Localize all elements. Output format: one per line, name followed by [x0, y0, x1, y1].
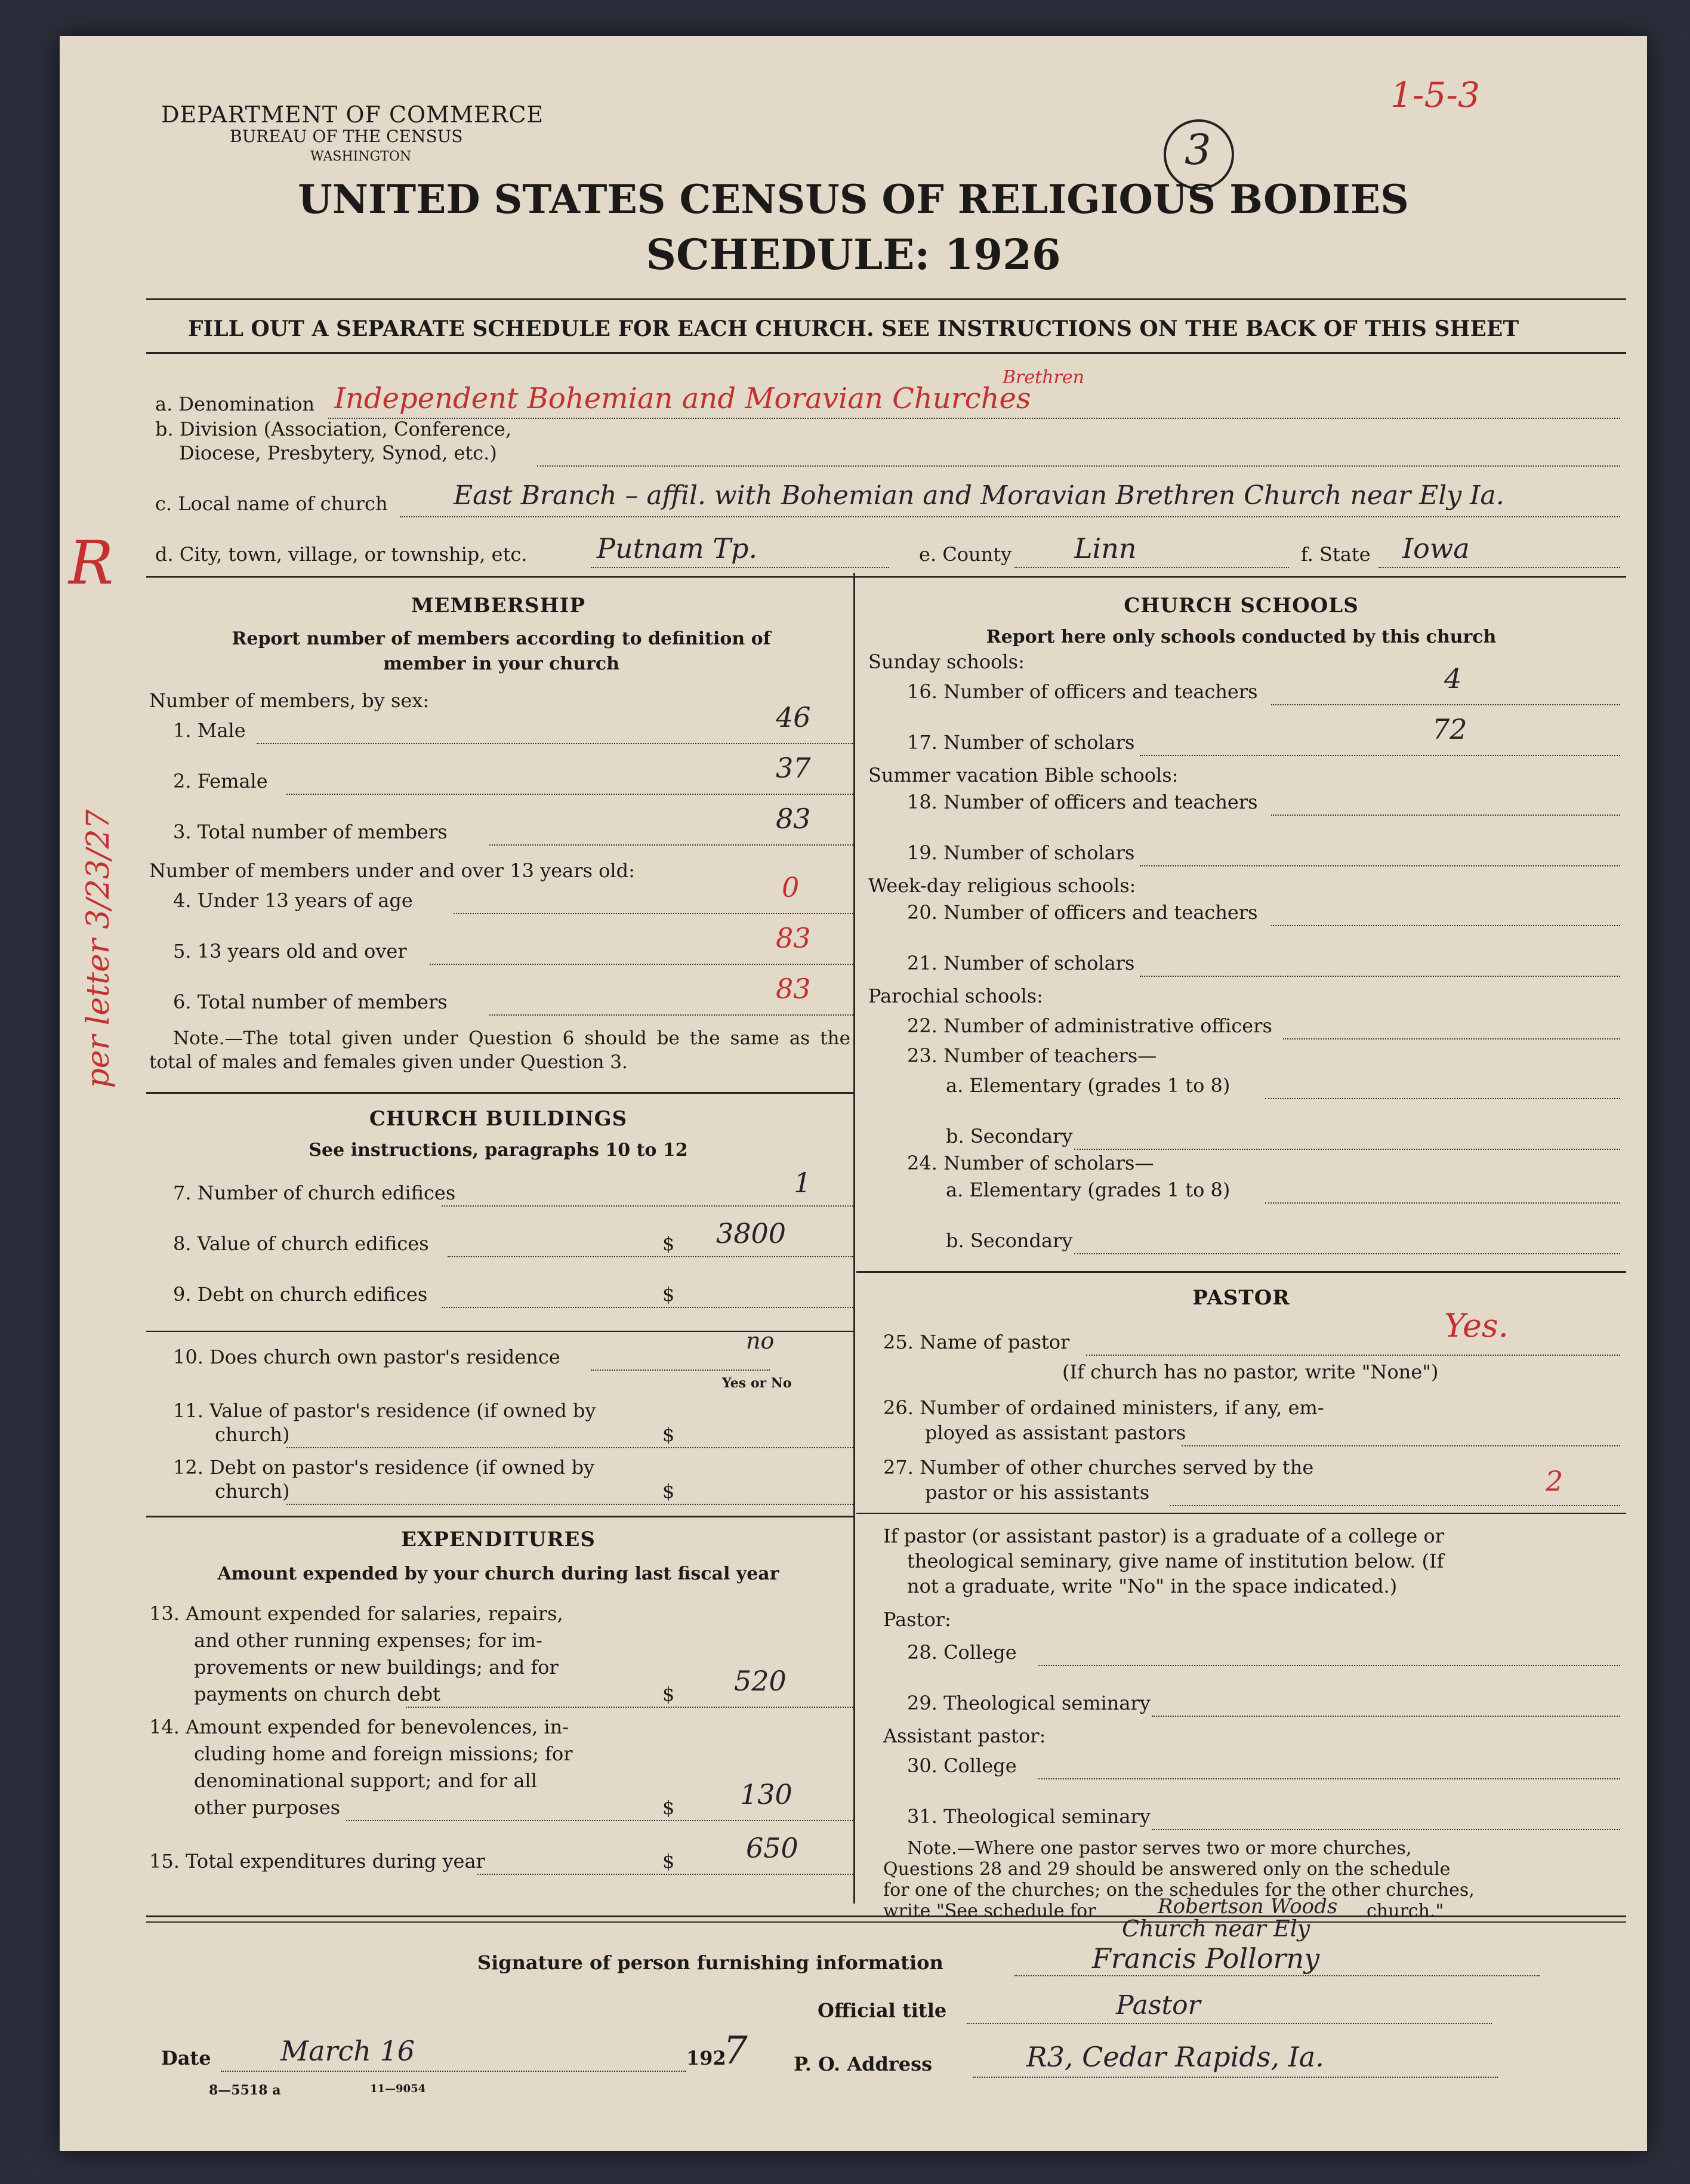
q14-label-4: other purposes [194, 1796, 341, 1819]
po-address-field[interactable] [973, 2077, 1498, 2078]
q20-field[interactable] [1271, 925, 1620, 926]
pastor-sub-label: Pastor: [883, 1608, 951, 1631]
q10-value: no [746, 1328, 775, 1354]
q1-value: 46 [776, 701, 811, 733]
county-field[interactable] [1014, 567, 1289, 568]
q23b-label: b. Secondary [946, 1125, 1073, 1147]
q29-label: 29. Theological seminary [907, 1692, 1151, 1714]
q2-field[interactable] [286, 794, 853, 795]
yes-no-hint: Yes or No [722, 1375, 792, 1391]
city-label-d: d. City, town, village, or township, etc. [155, 543, 528, 566]
q5-field[interactable] [430, 964, 853, 965]
schools-title: CHURCH SCHOOLS [1124, 594, 1359, 618]
q13-label-1: 13. Amount expended for salaries, repairs, [149, 1602, 563, 1625]
q10-label: 10. Does church own pastor's residence [173, 1346, 560, 1368]
q8-label: 8. Value of church edifices [173, 1232, 429, 1255]
q14-field[interactable] [346, 1820, 853, 1821]
form-title: UNITED STATES CENSUS OF RELIGIOUS BODIES [298, 176, 1409, 223]
q4-field[interactable] [454, 913, 853, 914]
q27-value: 2 [1546, 1465, 1563, 1497]
q23a-field[interactable] [1265, 1098, 1620, 1099]
buildings-subtitle: See instructions, paragraphs 10 to 12 [309, 1140, 688, 1161]
q13-label-4: payments on church debt [194, 1683, 440, 1705]
q19-field[interactable] [1140, 865, 1620, 866]
q18-field[interactable] [1271, 815, 1620, 816]
body-bottom-rule-2 [146, 1921, 1626, 1923]
q11-label-2: church) [215, 1423, 290, 1446]
q17-value: 72 [1432, 713, 1467, 745]
city-label: WASHINGTON [310, 149, 412, 164]
q8-field[interactable] [448, 1256, 853, 1257]
q11-field[interactable] [286, 1447, 853, 1448]
column-divider [853, 573, 855, 1904]
pastor-note-2: Questions 28 and 29 should be answered only on the schedule [883, 1859, 1451, 1880]
q25-note: (If church has no pastor, write "None") [1062, 1361, 1439, 1383]
q1-label: 1. Male [173, 719, 246, 742]
q25-value: Yes. [1444, 1307, 1509, 1344]
buildings-title: CHURCH BUILDINGS [369, 1107, 628, 1131]
local-name-value: East Branch – affil. with Bohemian and Moravian Brethren Church near Ely Ia. [454, 480, 1504, 511]
state-value: Iowa [1402, 532, 1470, 564]
membership-title: MEMBERSHIP [411, 594, 586, 618]
q27-label-2: pastor or his assistants [925, 1481, 1150, 1504]
identification-rule [146, 576, 1626, 578]
instruction-line: FILL OUT A SEPARATE SCHEDULE FOR EACH CHURCH. SEE INSTRUCTIONS ON THE BACK OF THIS SHEET [187, 316, 1519, 341]
local-name-label: c. Local name of church [155, 492, 388, 515]
q20-label: 20. Number of officers and teachers [907, 901, 1258, 924]
q24a-field[interactable] [1265, 1202, 1620, 1204]
q16-label: 16. Number of officers and teachers [907, 680, 1258, 703]
header-rule [146, 298, 1626, 300]
denomination-value: Independent Bohemian and Moravian Churches [334, 382, 1031, 415]
state-field[interactable] [1378, 567, 1620, 568]
q22-label: 22. Number of administrative officers [907, 1014, 1272, 1037]
q17-label: 17. Number of scholars [907, 731, 1135, 754]
denomination-insert: Brethren [1003, 367, 1084, 388]
q13-field[interactable] [406, 1707, 853, 1708]
q28-label: 28. College [907, 1641, 1017, 1664]
print-number: 11—9054 [370, 2083, 426, 2095]
grad-text-1: If pastor (or assistant pastor) is a graduate of a college or [883, 1525, 1445, 1547]
q24b-field[interactable] [1074, 1253, 1620, 1254]
sunday-label: Sunday schools: [868, 650, 1025, 673]
q27-label-1: 27. Number of other churches served by the [883, 1456, 1314, 1479]
q14-dollar: $ [662, 1796, 675, 1819]
q13-value: 520 [734, 1665, 787, 1697]
q19-label: 19. Number of scholars [907, 841, 1135, 864]
q21-label: 21. Number of scholars [907, 952, 1135, 974]
signature-above-note: Church near Ely [1122, 1915, 1310, 1942]
schools-rule [856, 1271, 1626, 1273]
by-sex-label: Number of members, by sex: [149, 689, 430, 712]
q14-label-3: denominational support; and for all [194, 1769, 537, 1792]
denomination-field[interactable] [328, 418, 1620, 419]
q12-label-1: 12. Debt on pastor's residence (if owned by [173, 1456, 595, 1479]
q5-value: 83 [776, 922, 811, 954]
q2-value: 37 [776, 752, 811, 784]
q14-value: 130 [740, 1778, 792, 1810]
q12-dollar: $ [662, 1480, 675, 1503]
q16-field[interactable] [1271, 704, 1620, 705]
q24-label: 24. Number of scholars— [907, 1152, 1154, 1174]
q25-label: 25. Name of pastor [883, 1331, 1070, 1353]
pastor-note-4a: write "See schedule for [883, 1901, 1096, 1921]
q7-field[interactable] [442, 1205, 853, 1207]
q11-label-1: 11. Value of pastor's residence (if owned by [173, 1399, 596, 1422]
q13-label-3: provements or new buildings; and for [194, 1656, 559, 1679]
q5-label: 5. 13 years old and over [173, 940, 407, 963]
pastor-divider [856, 1513, 1626, 1514]
pastor-note-1: Note.—Where one pastor serves two or more churches, [907, 1838, 1412, 1859]
pastor-note-3: for one of the churches; on the schedules for the other churches, [883, 1880, 1475, 1901]
grad-text-2: theological seminary, give name of institution below. (If [907, 1550, 1444, 1572]
po-address-value: R3, Cedar Rapids, Ia. [1026, 2041, 1324, 2073]
buildings-rule [146, 1516, 853, 1517]
q27-field[interactable] [1170, 1505, 1620, 1506]
official-title-value: Pastor [1116, 1990, 1201, 2020]
state-label: f. State [1301, 543, 1371, 566]
membership-subtitle: Report number of members according to definition of member in your church [232, 628, 771, 674]
department-label: DEPARTMENT OF COMMERCE [161, 101, 544, 128]
q15-label: 15. Total expenditures during year [149, 1850, 485, 1873]
grad-text-3: not a graduate, write "No" in the space indicated.) [907, 1575, 1398, 1597]
q9-dollar: $ [662, 1283, 675, 1306]
q26-label-2: ployed as assistant pastors [925, 1421, 1186, 1444]
date-field[interactable] [221, 2071, 686, 2072]
q12-label-2: church) [215, 1480, 290, 1503]
q29-field[interactable] [1152, 1716, 1620, 1717]
q12-field[interactable] [286, 1504, 853, 1505]
q23-label: 23. Number of teachers— [907, 1044, 1157, 1067]
census-schedule-sheet [60, 36, 1647, 2151]
q22-field[interactable] [1283, 1038, 1620, 1039]
q31-label: 31. Theological seminary [907, 1805, 1151, 1828]
q25-field[interactable] [1086, 1355, 1620, 1356]
official-title-field[interactable] [967, 2023, 1492, 2024]
q30-field[interactable] [1038, 1778, 1620, 1779]
division-field[interactable] [537, 465, 1620, 467]
official-title-label: Official title [818, 1999, 947, 2022]
bureau-label: BUREAU OF THE CENSUS [230, 127, 463, 146]
instruction-rule [146, 352, 1626, 354]
q6-field[interactable] [489, 1014, 853, 1016]
q18-label: 18. Number of officers and teachers [907, 791, 1258, 813]
pastor-note-4b: church." [1367, 1901, 1444, 1921]
q6-label: 6. Total number of members [173, 991, 448, 1013]
q3-value: 83 [776, 803, 811, 835]
q7-label: 7. Number of church edifices [173, 1182, 456, 1204]
q21-field[interactable] [1140, 976, 1620, 977]
q23b-field[interactable] [1074, 1149, 1620, 1150]
q2-label: 2. Female [173, 770, 268, 792]
q4-value: 0 [782, 871, 800, 903]
q17-field[interactable] [1140, 755, 1620, 756]
body-bottom-rule [146, 1915, 1626, 1917]
q1-field[interactable] [257, 743, 853, 744]
q3-label: 3. Total number of members [173, 820, 448, 843]
summer-label: Summer vacation Bible schools: [868, 764, 1179, 786]
q28-field[interactable] [1038, 1665, 1620, 1666]
division-label-1: b. Division (Association, Conference, [155, 418, 511, 440]
margin-r-mark: R [69, 528, 114, 598]
parochial-label: Parochial schools: [868, 985, 1043, 1007]
weekday-label: Week-day religious schools: [868, 874, 1136, 897]
q11-dollar: $ [662, 1423, 675, 1446]
margin-letter-note: per letter 3/23/27 [81, 809, 116, 1088]
q24a-label: a. Elementary (grades 1 to 8) [946, 1179, 1231, 1201]
q15-field[interactable] [477, 1874, 853, 1875]
q13-dollar: $ [662, 1683, 675, 1705]
q15-value: 650 [746, 1832, 798, 1864]
form-number: 8—5518 a [209, 2083, 281, 2098]
city-field[interactable] [591, 567, 889, 568]
county-value: Linn [1074, 532, 1137, 564]
expenditures-title: EXPENDITURES [401, 1528, 596, 1551]
signature-label: Signature of person furnishing information [477, 1951, 943, 1974]
q14-label-1: 14. Amount expended for benevolences, in- [149, 1716, 569, 1738]
red-code: 1-5-3 [1390, 75, 1480, 115]
q14-label-2: cluding home and foreign missions; for [194, 1742, 573, 1765]
year-prefix: 192 [686, 2047, 726, 2069]
q3-field[interactable] [489, 844, 853, 846]
age-head-label: Number of members under and over 13 years old: [149, 859, 635, 882]
q9-label: 9. Debt on church edifices [173, 1283, 428, 1306]
local-name-field[interactable] [400, 516, 1620, 517]
q26-label-1: 26. Number of ordained ministers, if any, em- [883, 1396, 1324, 1419]
asst-sub-label: Assistant pastor: [883, 1725, 1046, 1747]
denomination-label: a. Denomination [155, 393, 315, 415]
date-label: Date [161, 2047, 211, 2069]
q24b-label: b. Secondary [946, 1229, 1073, 1252]
po-address-label: P. O. Address [794, 2053, 933, 2075]
q8-dollar: $ [662, 1232, 675, 1255]
schools-subtitle: Report here only schools conducted by this church [986, 627, 1497, 647]
q6-value: 83 [776, 973, 811, 1005]
signature-value: Francis Pollorny [1092, 1942, 1320, 1975]
q9-field[interactable] [442, 1307, 853, 1308]
date-value: March 16 [280, 2035, 415, 2067]
circled-number: 3 [1185, 125, 1211, 174]
q10-field[interactable] [591, 1369, 770, 1371]
q26-field[interactable] [1182, 1445, 1620, 1446]
q23a-label: a. Elementary (grades 1 to 8) [946, 1074, 1231, 1097]
year-value: 7 [723, 2029, 748, 2073]
pastor-note-value: Robertson Woods [1158, 1895, 1338, 1918]
q15-dollar: $ [662, 1850, 675, 1873]
county-label: e. County [919, 543, 1012, 566]
q8-value: 3800 [716, 1217, 787, 1250]
q13-label-2: and other running expenses; for im- [194, 1629, 542, 1652]
schedule-title: SCHEDULE: 1926 [646, 230, 1061, 279]
q16-value: 4 [1444, 662, 1462, 695]
membership-note: Note.—The total given under Question 6 should be the same as the total of males and females given under Question 3. [149, 1028, 850, 1073]
membership-rule [146, 1092, 853, 1094]
pastor-title: PASTOR [1192, 1286, 1290, 1310]
q31-field[interactable] [1152, 1829, 1620, 1830]
q7-value: 1 [794, 1167, 812, 1199]
q4-label: 4. Under 13 years of age [173, 889, 413, 912]
division-label-2: Diocese, Presbytery, Synod, etc.) [179, 442, 497, 464]
q30-label: 30. College [907, 1754, 1017, 1777]
expenditures-subtitle: Amount expended by your church during last fiscal year [217, 1563, 779, 1584]
city-value: Putnam Tp. [597, 532, 758, 564]
signature-field[interactable] [1014, 1975, 1540, 1976]
